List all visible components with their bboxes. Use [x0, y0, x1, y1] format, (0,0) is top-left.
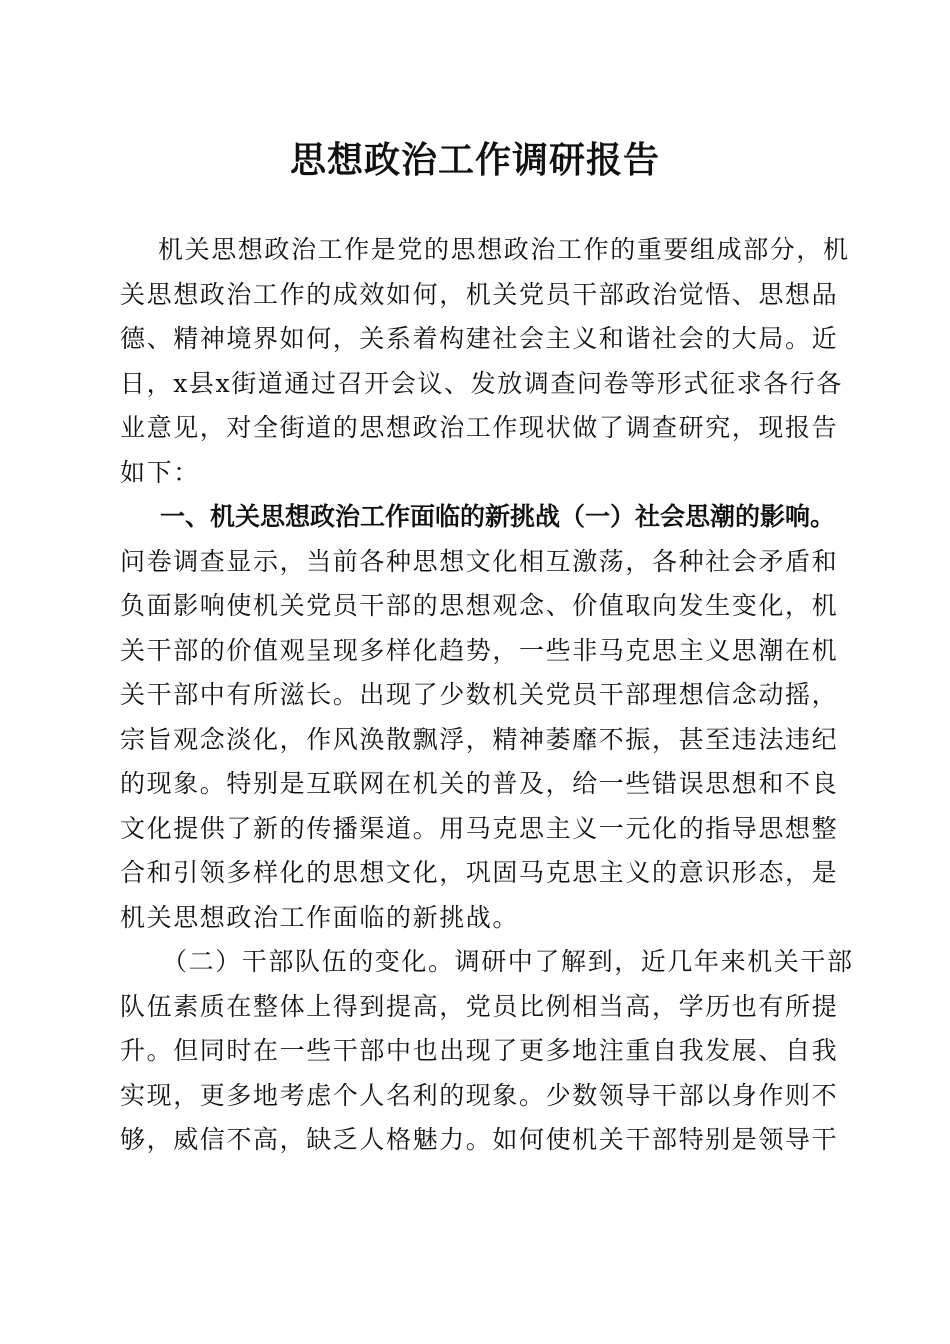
paragraph-line: 升。但同时在一些干部中也出现了更多地注重自我发展、自我: [120, 1036, 839, 1065]
page-title: 思想政治工作调研报告: [289, 139, 660, 181]
paragraph-line: 关干部的价值观呈现多样化趋势，一些非马克思主义思潮在机: [120, 635, 839, 665]
section-heading: 一、机关思想政治工作面临的新挑战（一）社会思潮的影响。: [160, 502, 836, 531]
section-1-paragraph: [120, 495, 839, 940]
paragraph-line: 实现，更多地考虑个人名利的现象。少数领导干部以身作则不: [120, 1080, 839, 1110]
paragraph-line: 关干部中有所滋长。出现了少数机关党员干部理想信念动摇，: [120, 680, 839, 709]
paragraph-line: 机关思想政治工作是党的思想政治工作的重要组成部分，机: [158, 235, 850, 264]
paragraph-line: 够，威信不高，缺乏人格魅力。如何使机关干部特别是领导干: [120, 1125, 839, 1154]
section-2-paragraph: [120, 940, 854, 1163]
paragraph-line: 负面影响使机关党员干部的思想观念、价值取向发生变化，机: [120, 591, 839, 620]
paragraph-line: 如下：: [120, 457, 200, 487]
paragraph-line: 业意见，对全街道的思想政治工作现状做了调查研究，现报告: [120, 413, 839, 442]
intro-paragraph: [120, 228, 850, 495]
paragraph-line: 关思想政治工作的成效如何，机关党员干部政治觉悟、思想品: [120, 279, 839, 309]
paragraph-line: 德、精神境界如何，关系着构建社会主义和谐社会的大局。近: [120, 324, 839, 353]
paragraph-line: 日，x县x街道通过召开会议、发放调查问卷等形式征求各行各: [120, 368, 844, 398]
paragraph-line: 的现象。特别是互联网在机关的普及，给一些错误思想和不良: [120, 769, 839, 798]
paragraph-line: 宗旨观念淡化，作风涣散飘浮，精神萎靡不振，甚至违法违纪: [120, 724, 839, 754]
paragraph-line: 问卷调查显示，当前各种思想文化相互激荡，各种社会矛盾和: [120, 546, 839, 576]
paragraph-line: （二）干部队伍的变化。调研中了解到，近几年来机关干部: [162, 947, 854, 976]
document-body: [120, 228, 854, 1163]
paragraph-line: 队伍素质在整体上得到提高，党员比例相当高，学历也有所提: [120, 991, 839, 1021]
paragraph-line: 文化提供了新的传播渠道。用马克思主义一元化的指导思想整: [120, 813, 839, 843]
paragraph-line: 合和引领多样化的思想文化，巩固马克思主义的意识形态，是: [120, 858, 839, 887]
paragraph-line: 机关思想政治工作面临的新挑战。: [120, 902, 520, 932]
